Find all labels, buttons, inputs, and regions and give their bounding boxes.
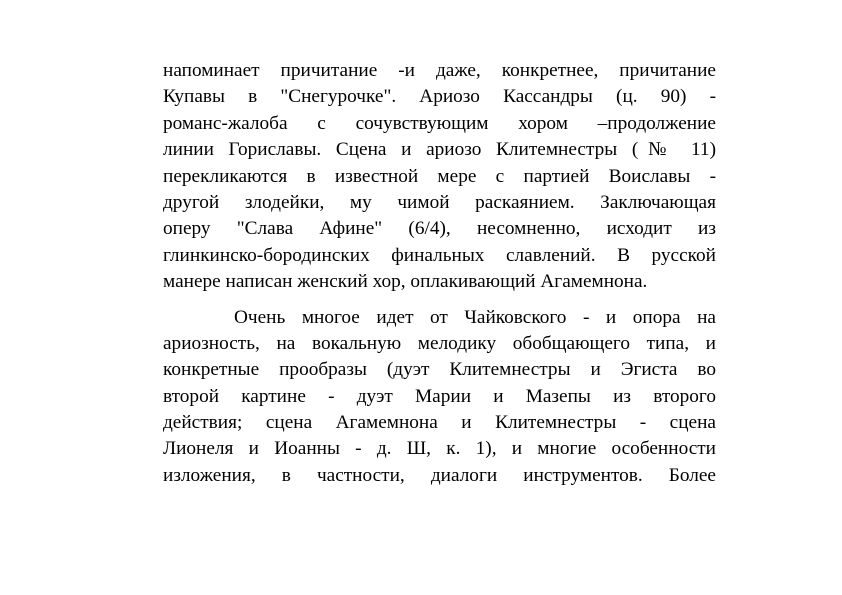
text-line: Лионеля и Иоанны - д. Ш, к. 1), и многие особенности bbox=[163, 438, 716, 460]
text-line: действия; сцена Агамемнона и Клитемнестры - сцена bbox=[163, 412, 716, 434]
text-line: манере написан женский хор, оплакивающий Агамемнона. bbox=[163, 271, 648, 293]
text-line: линии Гориславы. Сцена и ариозо Клитемнестры (№ 11) bbox=[163, 139, 716, 161]
paragraph-2 bbox=[163, 305, 716, 490]
text-line: напоминает причитание -и даже, конкретнее, причитание bbox=[163, 60, 716, 81]
text-line: романс-жалоба с сочувствующим хором –продолжение bbox=[163, 112, 716, 134]
text-line: перекликаются в известной мере с партией Воиславы - bbox=[163, 165, 716, 187]
text-line: глинкинско-бородинских финальных славлений. В русской bbox=[163, 244, 716, 266]
text-line: Очень многое идет от Чайковского - и опора на bbox=[234, 306, 716, 328]
paragraph-1 bbox=[163, 58, 716, 296]
text-line: конкретные прообразы (дуэт Клитемнестры и Эгиста во bbox=[163, 359, 716, 381]
text-line: Купавы в "Снегурочке". Ариозо Кассандры (ц. 90) - bbox=[163, 86, 716, 108]
text-line: ариозность, на вокальную мелодику обобщающего типа, и bbox=[163, 332, 716, 354]
paragraph-spacer bbox=[163, 296, 716, 305]
text-line: другой злодейки, му чимой раскаянием. Заключающая bbox=[163, 191, 716, 213]
text-line: оперу "Слава Афине" (6/4), несомненно, исходит из bbox=[163, 218, 716, 240]
body-text bbox=[163, 58, 716, 489]
text-line: изложения, в частности, диалоги инструментов. Более bbox=[163, 464, 716, 486]
text-line: второй картине - дуэт Марии и Мазепы из второго bbox=[163, 385, 716, 407]
